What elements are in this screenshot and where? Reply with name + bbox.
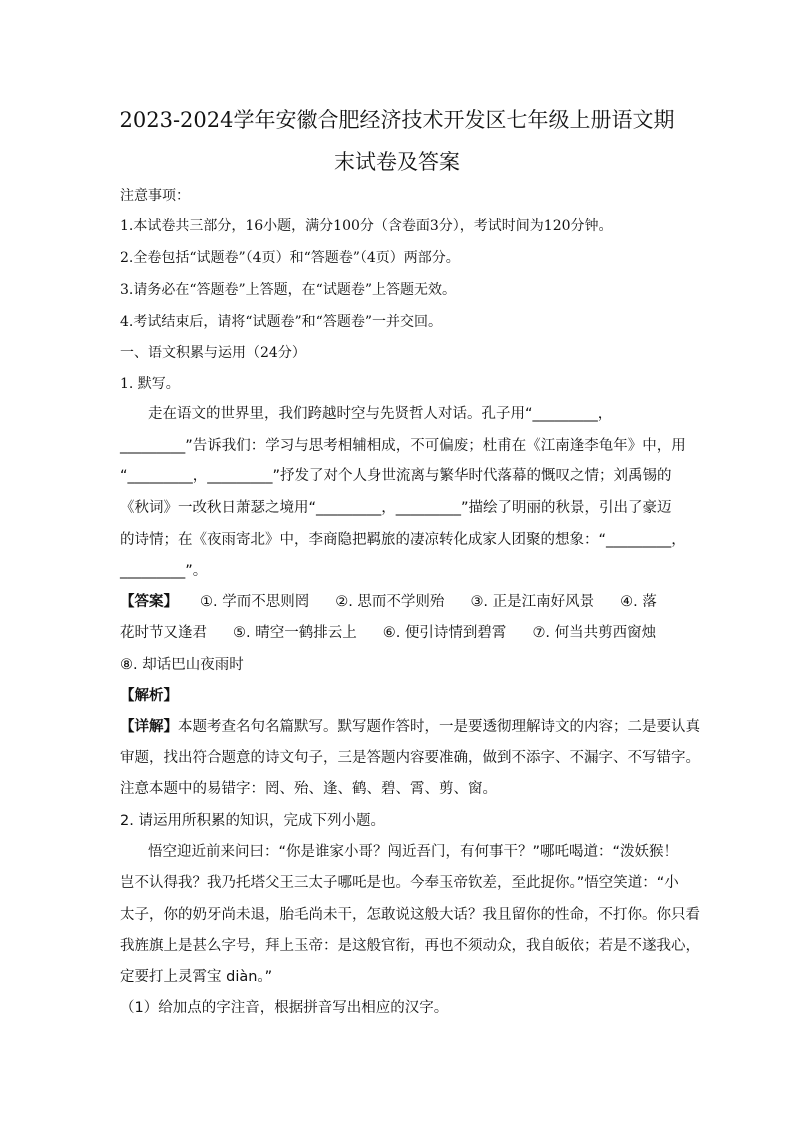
question-2-label: 2. 请运用所积累的知识，完成下列小题。 [120,813,385,829]
question-2-subquestion-1: （1）给加点的字注音，根据拼音写出相应的汉字。 [120,1000,449,1016]
notice-item-2: 2.全卷包括“试题卷”（4页）和“答题卷”（4页）两部分。 [120,250,460,266]
question-2-passage-line: 我旌旗上是甚么字号，拜上玉帝：是这般官衔，再也不须动众，我自皈依；若是不遂我心， [120,938,700,954]
question-2-passage-line: 太子，你的奶牙尚未退，胎毛尚未干，怎敢说这般大话？我且留你的性命，不打你。你只看 [120,907,700,923]
question-2-passage-line: 岂不认得我？我乃托塔父王三太子哪吒是也。今奉玉帝钦差，至此捉你。”悟空笑道：“小 [120,875,679,891]
section-heading-1: 一、语文积累与运用（24分） [120,345,306,361]
question-1-paragraph-line: _________”。 [120,563,208,579]
answer-item: ③. 正是江南好风景 [470,594,595,610]
answer-item: ⑧. 却话巴山夜雨时 [120,657,244,673]
notice-item-1: 1.本试卷共三部分，16小题，满分100分（含卷面3分），考试时间为120分钟。 [120,218,613,234]
question-1-paragraph-line: 走在语文的世界里，我们跨越时空与先贤哲人对话。孔子用“_________， [148,406,613,422]
answer-label: 【答案】 [120,594,178,610]
analysis-label: 【解析】 [120,688,178,704]
doc-title-line-1: 2023-2024学年安徽合肥经济技术开发区七年级上册语文期 [119,108,675,132]
detail-text: 注意本题中的易错字：罔、殆、逢、鹤、碧、霄、剪、窗。 [120,781,497,797]
answer-line [120,623,680,643]
notice-item-4: 4.考试结束后，请将“试题卷”和“答题卷”一并交回。 [120,314,442,330]
answer-item: 花时节又逢君 [120,625,207,641]
answer-item: ④. 落 [620,594,657,610]
question-1-label: 1. 默写。 [120,376,180,392]
detail-text: 审题，找出符合题意的诗文句子，三是答题内容要准确，做到不添字、不漏字、不写错字。 [120,750,700,766]
answer-item: ⑤. 晴空一鹤排云上 [233,625,357,641]
answer-item: ②. 思而不学则殆 [335,594,445,610]
question-2-passage-line: 悟空迎近前来问曰：“你是谁家小哥？闯近吾门，有何事干？”哪吒喝道：“泼妖猴！ [148,844,679,860]
detail-text: 本题考查名句名篇默写。默写题作答时，一是要透彻理解诗文的内容；二是要认真 [178,719,700,735]
answer-item: ①. 学而不思则罔 [200,594,310,610]
answer-line [120,592,680,612]
question-1-paragraph-line: “_________，_________”抒发了对个人身世流离与繁华时代落幕的慨叹之情；刘禹锡的 [120,468,672,484]
question-1-paragraph-line: 的诗情；在《夜雨寄北》中，李商隐把羁旅的凄凉转化成家人团聚的想象：“_________， [120,532,686,548]
detail-line [120,717,700,737]
notice-heading: 注意事项： [120,188,190,204]
question-1-paragraph-line: _________”告诉我们：学习与思考相辅相成，不可偏废；杜甫在《江南逢李龟年》中，用 [120,438,686,454]
answer-item: ⑦. 何当共剪西窗烛 [532,625,657,641]
detail-label: 【详解】 [120,719,178,735]
question-2-passage-line: 定要打上灵霄宝 diàn。” [120,969,273,985]
doc-title-line-2: 末试卷及答案 [334,150,460,174]
question-1-paragraph-line: 《秋词》一改秋日萧瑟之境用“_________，_________”描绘了明丽的秋景，引出了豪迈 [120,500,672,516]
answer-item: ⑥. 便引诗情到碧霄 [382,625,507,641]
notice-item-3: 3.请务必在“答题卷”上答题，在“试题卷”上答题无效。 [120,282,456,298]
